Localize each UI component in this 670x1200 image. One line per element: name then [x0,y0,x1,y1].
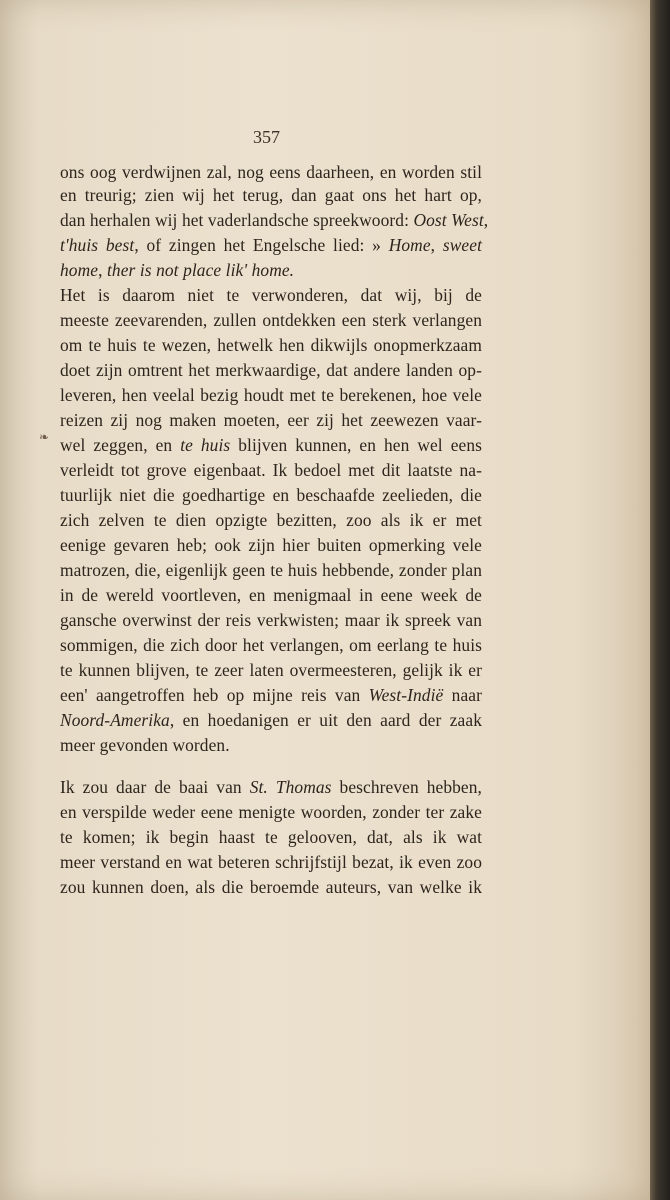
italic-text: West-Indië [368,685,444,705]
text-segment: zich zelven te dien opzigte bezitten, zoo als ik er met [60,510,482,530]
text-line [60,583,482,607]
text-line [60,458,482,482]
text-line [60,183,482,207]
text-line [60,433,482,457]
text-line [60,333,482,357]
text-line [60,683,482,707]
text-line [60,708,482,732]
italic-text: sweet [442,235,482,255]
text-line [60,208,489,232]
italic-text: Noord-Amerika [60,710,170,730]
text-segment: ons oog verdwijnen zal, nog eens daarheen, en worden stil [60,162,482,182]
text-segment: meeste zeevarenden, zullen ontdekken een sterk verlangen [60,310,482,330]
text-segment: Ik zou daar de baai van [60,777,250,797]
text-segment: blijven kunnen, en hen wel eens [230,435,482,455]
italic-text: Home [388,235,431,255]
text-segment: in de wereld voortleven, en menigmaal in eene week de [60,585,482,605]
text-segment: dan herhalen wij het vaderlandsche spreekwoord: [60,210,414,230]
text-line [60,633,482,657]
text-line [60,558,482,582]
text-segment: , en hoedanigen er uit den aard der zaak [169,710,482,730]
text-segment: , of zingen het Engelsche lied: » [134,235,389,255]
italic-text: St. Thomas [249,777,332,797]
text-line [60,483,482,507]
text-line [60,383,482,407]
italic-text: home [60,260,99,280]
text-line [60,358,482,382]
text-segment: en treurig; zien wij het terug, dan gaat ons het hart op, [60,185,482,205]
text-line [60,408,482,432]
text-line [60,875,482,899]
text-line [60,233,482,257]
text-segment: doet zijn omtrent het merkwaardige, dat andere landen op- [60,360,482,380]
text-segment: meer verstand en wat beteren schrijfstijl bezat, ik even zoo [60,852,482,872]
page-edge [650,0,670,1200]
text-line [60,508,482,532]
text-line [60,658,482,682]
text-segment: verleidt tot grove eigenbaat. Ik bedoel met dit laatste na- [60,460,482,480]
text-line [60,800,482,824]
text-segment: beschreven hebben, [331,777,482,797]
text-segment: , [98,260,107,280]
text-segment: te kunnen blijven, te zeer laten overmeesteren, gelijk ik er [60,660,482,680]
text-segment: reizen zij nog maken moeten, eer zij het zeewezen vaar- [60,410,482,430]
text-segment: , [430,235,443,255]
text-line [60,775,482,799]
text-segment: Het is daarom niet te verwonderen, dat wij, bij de [60,285,482,305]
text-line [60,283,482,307]
text-segment: sommigen, die zich door het verlangen, om eerlang te huis [60,635,482,655]
text-line [60,308,482,332]
text-segment: om te huis te wezen, hetwelk hen dikwijls onopmerkzaam [60,335,482,355]
text-segment: tuurlijk niet die goedhartige en beschaafde zeelieden, die [60,485,482,505]
text-line [60,533,482,557]
text-line [60,258,482,282]
page-number: 357 [253,127,280,147]
text-line [60,733,482,757]
text-segment: matrozen, die, eigenlijk geen te huis hebbende, zonder plan [60,560,482,580]
text-segment: gansche overwinst der reis verkwisten; maar ik spreek van [60,610,482,630]
text-line [60,825,482,849]
italic-text: te huis [180,435,231,455]
text-segment: te komen; ik begin haast te gelooven, dat, als ik wat [60,827,482,847]
text-segment: en verspilde weder eene menigte woorden, zonder ter zake [60,802,482,822]
text-line [60,160,482,184]
text-line [60,608,482,632]
margin-mark: ❧ [39,430,50,444]
italic-text: Oost West [413,210,484,230]
text-segment: een' aangetroffen heb op mijne reis van [60,685,369,705]
text-segment: eenige gevaren heb; ook zijn hier buiten opmerking vele [60,535,482,555]
text-segment: zou kunnen doen, als die beroemde auteurs, van welke ik [60,877,482,897]
text-segment: wel zeggen, en [60,435,181,455]
text-segment: naar [443,685,482,705]
text-segment: leveren, hen veelal bezig houdt met te berekenen, hoe vele [60,385,482,405]
text-segment: , [483,210,489,230]
text-line [60,850,482,874]
text-segment: meer gevonden worden. [60,735,230,755]
italic-text: ther is not place lik' home. [106,260,295,280]
italic-text: t'huis best [60,235,135,255]
